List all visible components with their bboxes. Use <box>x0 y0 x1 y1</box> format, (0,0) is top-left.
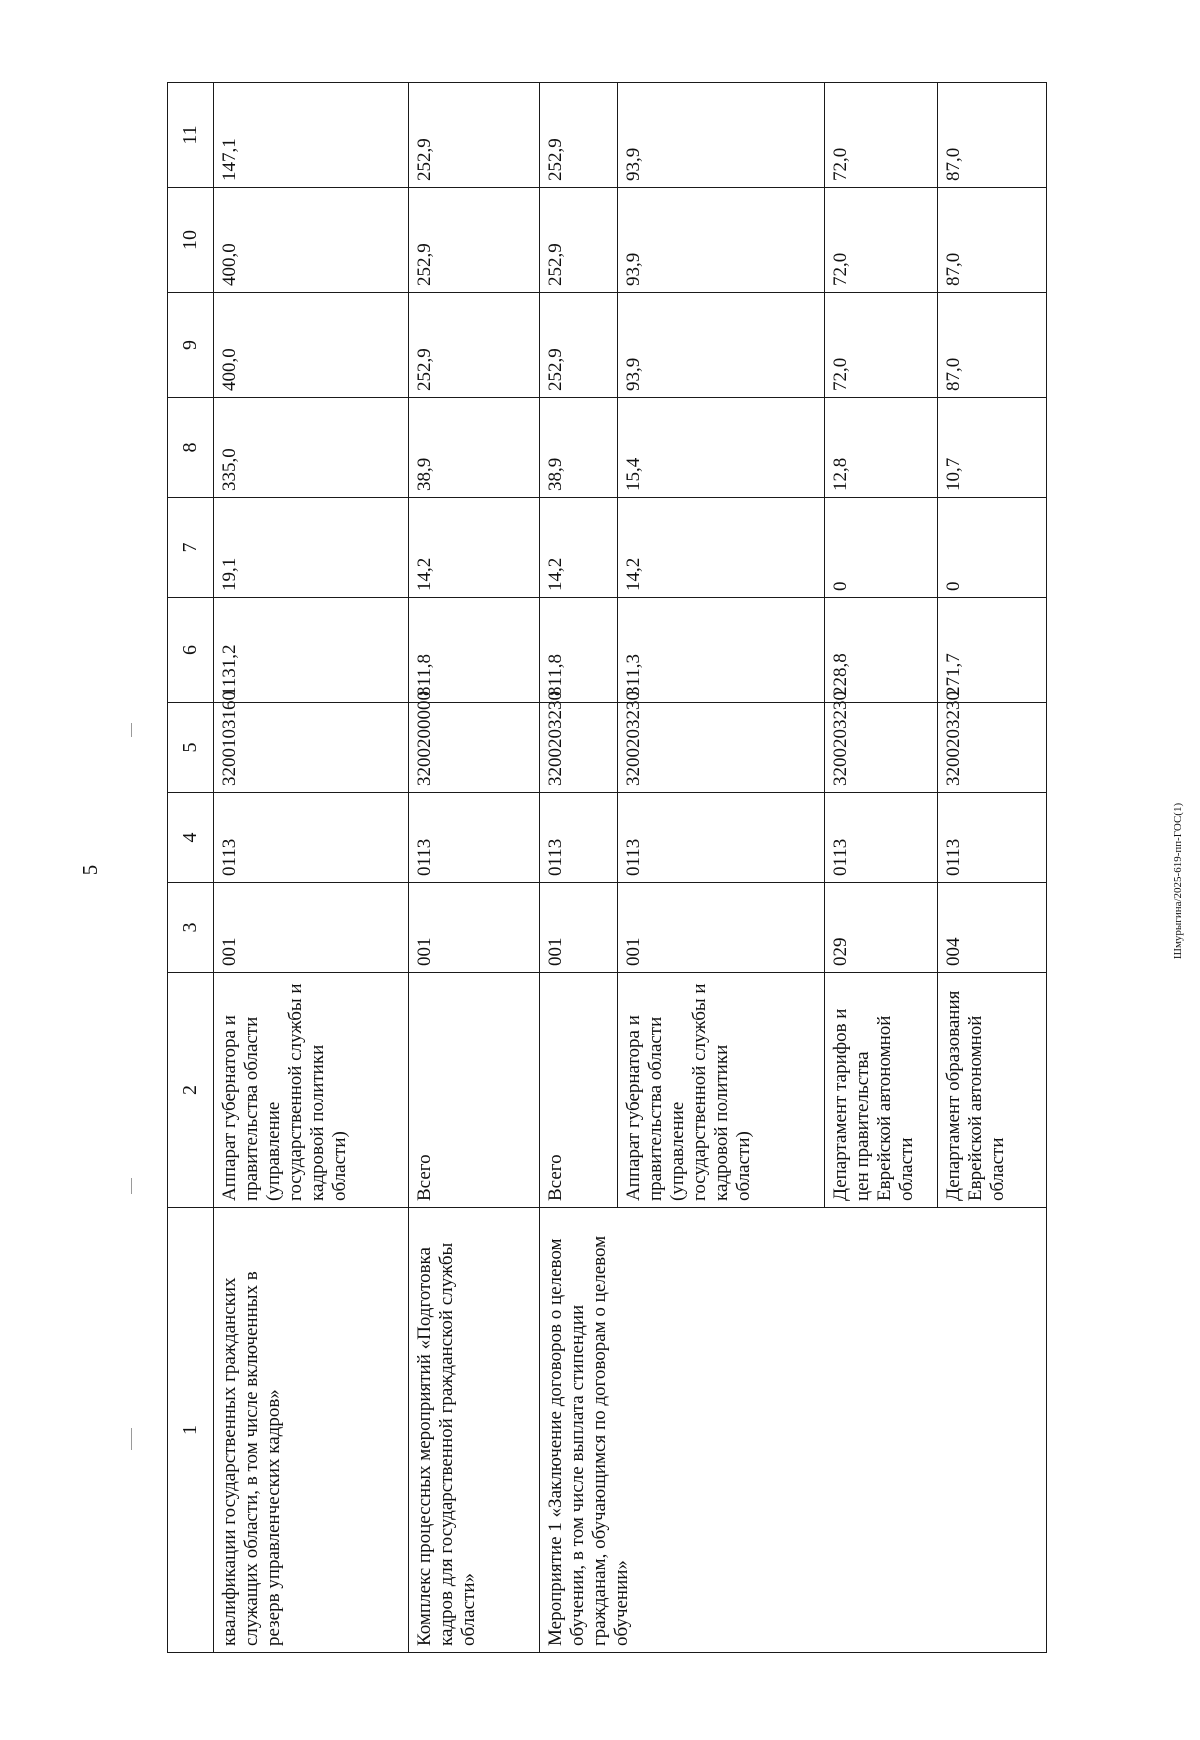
value-cell: 001 <box>618 883 824 973</box>
executor-cell: Всего <box>540 973 618 1208</box>
budget-code-cell: 3200200000 <box>408 703 540 793</box>
value-cell: 147,1 <box>213 83 408 188</box>
value-cell: 0113 <box>824 793 937 883</box>
value-cell: 38,9 <box>408 398 540 498</box>
value-cell: 93,9 <box>618 293 824 398</box>
value-cell: 15,4 <box>618 398 824 498</box>
value-cell: 14,2 <box>618 498 824 598</box>
value-cell: 14,2 <box>408 498 540 598</box>
value-cell: 72,0 <box>824 293 937 398</box>
executor-cell: Всего <box>408 973 540 1208</box>
executor-cell: Департамент тарифов и цен правительства Еврейской автономной области <box>824 973 937 1208</box>
header-cell: 9 <box>168 293 214 398</box>
value-cell: 001 <box>540 883 618 973</box>
table-row <box>540 83 618 1653</box>
header-cell: 3 <box>168 883 214 973</box>
budget-code-cell: 3200203230 <box>824 703 937 793</box>
measure-name-cell: квалификации государственных гражданских служащих области, в том числе включенных в резерв управленческих кадров» <box>213 1208 408 1653</box>
budget-code-cell: 3200103160 <box>213 703 408 793</box>
value-cell: 1131,2 <box>213 598 408 703</box>
value-cell: 001 <box>213 883 408 973</box>
executor-cell: Аппарат губернатора и правительства области (управление государственной службы и кадровой политики области) <box>213 973 408 1208</box>
value-cell: 335,0 <box>213 398 408 498</box>
value-cell: 311,3 <box>618 598 824 703</box>
scan-mark <box>131 1428 132 1450</box>
value-cell: 87,0 <box>938 83 1047 188</box>
scan-mark <box>131 1178 132 1194</box>
budget-table <box>167 82 1047 1653</box>
value-cell: 252,9 <box>408 188 540 293</box>
value-cell: 14,2 <box>540 498 618 598</box>
table-row <box>213 83 408 1653</box>
budget-table-rotated <box>167 83 1047 1653</box>
value-cell: 252,9 <box>540 83 618 188</box>
value-cell: 87,0 <box>938 188 1047 293</box>
value-cell: 0113 <box>408 793 540 883</box>
value-cell: 72,0 <box>824 188 937 293</box>
header-cell: 4 <box>168 793 214 883</box>
executor-cell: Департамент образования Еврейской автономной области <box>938 973 1047 1208</box>
value-cell: 811,8 <box>408 598 540 703</box>
value-cell: 87,0 <box>938 293 1047 398</box>
header-cell: 8 <box>168 398 214 498</box>
header-cell: 5 <box>168 703 214 793</box>
value-cell: 252,9 <box>408 83 540 188</box>
table-row <box>408 83 540 1653</box>
value-cell: 12,8 <box>824 398 937 498</box>
value-cell: 93,9 <box>618 83 824 188</box>
value-cell: 001 <box>408 883 540 973</box>
value-cell: 0 <box>938 498 1047 598</box>
budget-code-cell: 3200203230 <box>540 703 618 793</box>
value-cell: 400,0 <box>213 293 408 398</box>
value-cell: 0113 <box>540 793 618 883</box>
value-cell: 0 <box>824 498 937 598</box>
value-cell: 228,8 <box>824 598 937 703</box>
budget-code-cell: 3200203230 <box>938 703 1047 793</box>
value-cell: 252,9 <box>540 188 618 293</box>
page-number: 5 <box>78 864 102 876</box>
value-cell: 029 <box>824 883 937 973</box>
value-cell: 38,9 <box>540 398 618 498</box>
header-cell: 2 <box>168 973 214 1208</box>
value-cell: 004 <box>938 883 1047 973</box>
header-cell: 11 <box>168 83 214 188</box>
value-cell: 0113 <box>938 793 1047 883</box>
scan-mark <box>131 723 132 737</box>
value-cell: 400,0 <box>213 188 408 293</box>
executor-cell: Аппарат губернатора и правительства области (управление государственной службы и кадровой политики области) <box>618 973 824 1208</box>
header-cell: 7 <box>168 498 214 598</box>
value-cell: 0113 <box>618 793 824 883</box>
table-header-row <box>168 83 214 1653</box>
value-cell: 811,8 <box>540 598 618 703</box>
value-cell: 0113 <box>213 793 408 883</box>
value-cell: 252,9 <box>540 293 618 398</box>
measure-name-cell: Мероприятие 1 «Заключение договоров о целевом обучении, в том числе выплата стипендии гражданам, обучающимся по договорам о целевом обучении» <box>540 1208 1047 1653</box>
value-cell: 72,0 <box>824 83 937 188</box>
value-cell: 271,7 <box>938 598 1047 703</box>
header-cell: 10 <box>168 188 214 293</box>
value-cell: 19,1 <box>213 498 408 598</box>
budget-code-cell: 3200203230 <box>618 703 824 793</box>
value-cell: 10,7 <box>938 398 1047 498</box>
value-cell: 93,9 <box>618 188 824 293</box>
header-cell: 1 <box>168 1208 214 1653</box>
measure-name-cell: Комплекс процессных мероприятий «Подготовка кадров для государственной гражданской службы области» <box>408 1208 540 1653</box>
header-cell: 6 <box>168 598 214 703</box>
value-cell: 252,9 <box>408 293 540 398</box>
document-code: Шмурыгина/2025-619-пп-ГОС(1) <box>1172 802 1184 960</box>
